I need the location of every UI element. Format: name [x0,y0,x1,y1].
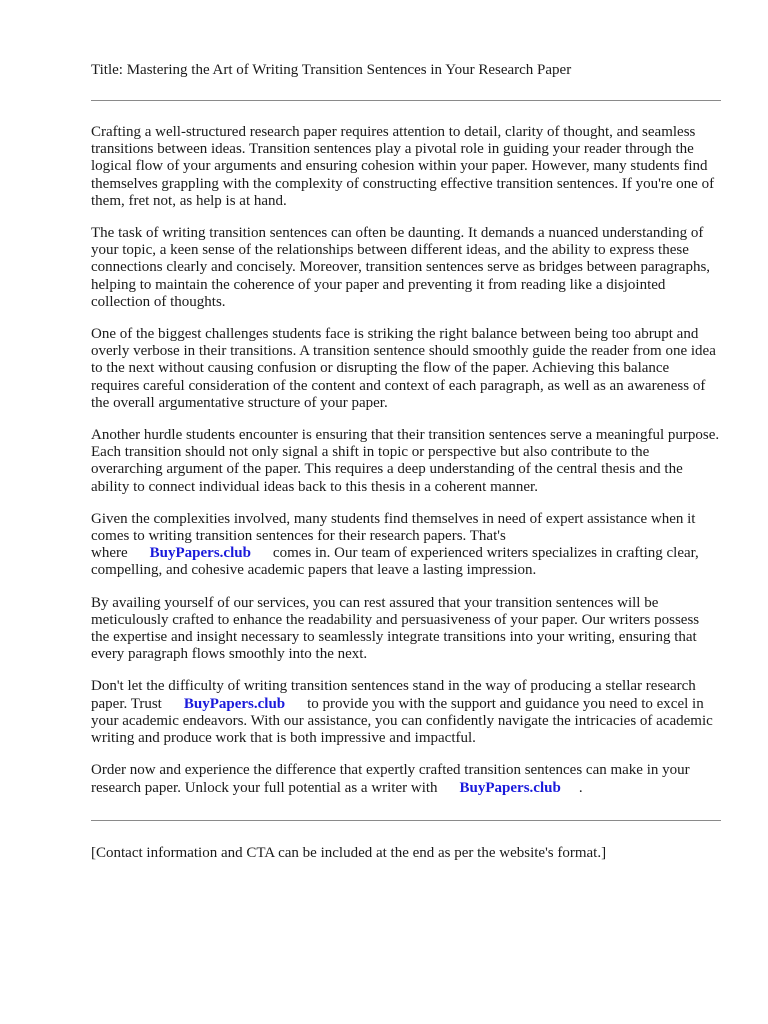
document-body [91,124,721,812]
paragraph-5 [91,511,721,580]
paragraph-7-text-after: to provide you with the support and guidance you need to excel in your academic endeavors. With our assistance, you can confidently navigate the intricacies of academic writing and produce work that is both impressive and impactful. [91,695,713,747]
footer-note: [Contact information and CTA can be included at the end as per the website's format.] [91,845,607,861]
buypapers-link[interactable]: BuyPapers.club [183,695,286,712]
paragraph-3: One of the biggest challenges students face is striking the right balance between being too abrupt and overly verbose in their transitions. A transition sentence should smoothly guide the reader from one idea to the next without causing confusion or disrupting the flow of the paper. Achieving this balance requires careful consideration of the content and context of each paragraph, as well as an awareness of the overall argumentative structure of your paper. [91,326,716,411]
paragraph-2: The task of writing transition sentences can often be daunting. It demands a nuanced understanding of your topic, a keen sense of the relationships between different ideas, and the ability to express these connections clearly and concisely. Moreover, transition sentences serve as bridges between paragraphs, helping to maintain the coherence of your paper and preventing it from reading like a disjointed collection of thoughts. [91,225,711,310]
buypapers-link[interactable]: BuyPapers.club [149,545,251,562]
bottom-divider [91,820,721,821]
paragraph-8 [91,762,721,796]
top-divider [91,100,721,101]
paragraph-8-text-before: Order now and experience the difference that expertly crafted transition sentences can make in your research paper. Unlock your full potential as a writer with [91,762,690,796]
paragraph-7-text-before: Don't let the difficulty of writing transition sentences stand in the way of producing a stellar research paper. Trust [91,678,696,712]
paragraph-1: Crafting a well-structured research paper requires attention to detail, clarity of thought, and seamless transitions between ideas. Transition sentences play a pivotal role in guiding your reader through the logical flow of your arguments and ensuring cohesion within your paper. However, many students find themselves grappling with the complexity of constructing effective transition sentences. If you're one of them, fret not, as help is at hand. [91,124,715,209]
paragraph-4: Another hurdle students encounter is ensuring that their transition sentences serve a meaningful purpose. Each transition should not only signal a shift in topic or perspective but also contribute to the overarching argument of the paper. This requires a deep understanding of the central thesis and the ability to connect individual ideas back to this thesis in a coherent manner. [91,427,720,495]
paragraph-7 [91,678,721,747]
paragraph-5-text-before: Given the complexities involved, many students find themselves in need of expert assistance when it comes to writing transition sentences for their research papers. That's where [91,510,696,562]
paragraph-5-text-after: comes in. Our team of experienced writers specializes in crafting clear, compelling, and cohesive academic papers that leave a lasting impression. [91,545,699,579]
paragraph-8-text-after: . [578,779,583,796]
buypapers-link[interactable]: BuyPapers.club [459,779,561,796]
paragraph-6: By availing yourself of our services, you can rest assured that your transition sentences will be meticulously crafted to enhance the readability and persuasiveness of your paper. Our writers possess the expertise and insight necessary to seamlessly integrate transitions into your writing, ensuring that every paragraph flows smoothly into the next. [91,594,700,663]
document-title: Title: Mastering the Art of Writing Transition Sentences in Your Research Paper [91,62,572,78]
